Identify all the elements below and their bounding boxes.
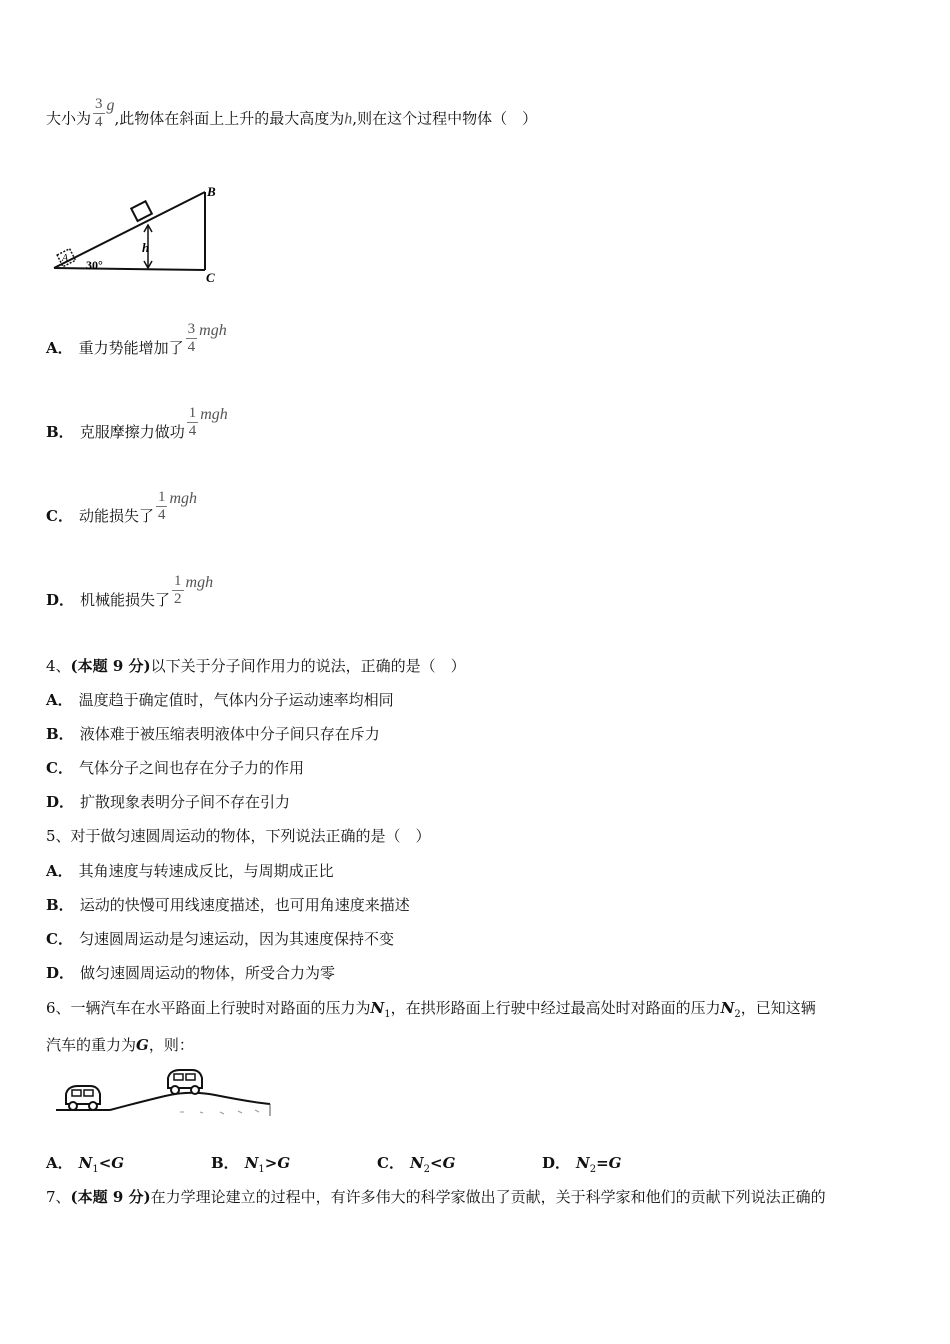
label-a: A: [62, 253, 69, 264]
option-label: B．: [46, 422, 74, 441]
option-fraction: [172, 573, 184, 608]
option-label: C．: [377, 1154, 404, 1172]
option-sub: 1: [92, 1164, 99, 1175]
option-text: 做匀速圆周运动的物体，所受合力为零: [80, 964, 336, 982]
incline-diagram: [40, 180, 230, 290]
q6-text-c: ，已知这辆: [740, 999, 816, 1017]
option-text: 重力势能增加了: [78, 338, 184, 357]
option-rel: <G: [98, 1154, 125, 1172]
option-text: 匀速圆周运动是匀速运动，因为其速度保持不变: [78, 930, 394, 948]
option-label: D．: [542, 1154, 571, 1172]
option-text: 温度趋于确定值时，气体内分子运动速率均相同: [78, 691, 394, 709]
q4-tag: (本题 9 分): [70, 657, 151, 675]
option-fraction: [187, 405, 199, 440]
option-n: N: [409, 1154, 424, 1172]
option-text: 克服摩擦力做功: [79, 422, 185, 441]
option-expr: mgh: [185, 573, 214, 591]
q4-option-d: [46, 791, 290, 812]
option-sub: 1: [258, 1164, 265, 1175]
option-label: C．: [46, 930, 73, 948]
car-flat-road: [66, 1086, 100, 1110]
frac-num: 1: [157, 489, 166, 505]
incline-slope: [54, 192, 205, 268]
q7-stem: [46, 1186, 906, 1207]
option-label: A．: [46, 691, 73, 709]
q5-stem: [46, 825, 431, 846]
frac-num: 3: [95, 96, 103, 112]
g-symbol: G: [136, 1036, 149, 1054]
q4-option-c: [46, 757, 304, 778]
frac-den: 4: [187, 339, 196, 355]
option-sub: 2: [589, 1164, 597, 1175]
option-n: N: [576, 1154, 590, 1172]
option-text: 运动的快慢可用线速度描述，也可用角速度来描述: [79, 896, 410, 914]
q6-option-a: [46, 1152, 124, 1175]
q5-option-c: [46, 928, 394, 949]
block-top: [131, 201, 152, 221]
option-text: 液体难于被压缩表明液体中分子间只存在斥力: [79, 725, 380, 743]
car-top-of-arch: [168, 1070, 202, 1094]
option-label: B．: [211, 1154, 239, 1172]
option-label: C．: [46, 506, 73, 525]
q6-text-e: ，则：: [148, 1036, 194, 1054]
option-rel: <G: [430, 1154, 456, 1172]
q4-stem: [46, 655, 466, 676]
option-label: D．: [46, 964, 75, 982]
option-text: 机械能损失了: [80, 590, 171, 609]
frac-den: 4: [157, 507, 166, 523]
intro-prefix: 大小为: [46, 109, 92, 128]
option-text: 气体分子之间也存在分子力的作用: [78, 759, 304, 777]
frac-den: 4: [188, 423, 197, 439]
arch-road: [110, 1093, 270, 1110]
label-c: C: [206, 270, 215, 285]
frac-den: 2: [174, 591, 182, 607]
n1-symbol: N: [370, 999, 385, 1017]
option-fraction: [156, 489, 168, 524]
label-b: B: [207, 184, 216, 199]
q5-option-b: [46, 894, 410, 915]
option-label: A．: [46, 338, 73, 357]
q5-option-d: [46, 962, 335, 983]
q6-stem-line1: [46, 997, 816, 1020]
intro-line: [46, 96, 538, 137]
option-rel: =G: [596, 1154, 622, 1172]
n2-symbol: N: [720, 999, 735, 1017]
option-expr: mgh: [199, 321, 227, 339]
option-n: N: [244, 1154, 259, 1172]
q6-option-b: [211, 1152, 290, 1175]
option-text: 动能损失了: [78, 506, 154, 525]
arched-road-diagram: [50, 1062, 275, 1122]
q3-option-c: [46, 489, 197, 524]
q6-text-d: 汽车的重力为: [46, 1036, 137, 1054]
option-label: A．: [46, 862, 73, 880]
option-label: D．: [46, 590, 75, 609]
q3-option-b: [46, 405, 228, 440]
q5-option-a: [46, 860, 334, 881]
option-expr: mgh: [169, 489, 198, 507]
frac-num: 3: [187, 321, 196, 337]
option-label: D．: [46, 793, 75, 811]
option-label: A．: [46, 1154, 73, 1172]
option-label: B．: [46, 725, 74, 743]
label-h: h: [142, 240, 150, 255]
option-text: 扩散现象表明分子间不存在引力: [80, 793, 291, 811]
q7-tag: (本题 9 分): [70, 1188, 151, 1206]
q7-number: 7、: [46, 1188, 71, 1206]
option-label: C．: [46, 759, 73, 777]
intro-suffix: ,则在这个过程中物体（ ）: [352, 109, 538, 128]
frac-num: 1: [188, 405, 197, 421]
frac-num: 1: [174, 573, 182, 589]
intro-middle: ,此物体在斜面上上升的最大高度为: [114, 109, 345, 128]
q4-number: 4、: [46, 657, 71, 675]
q6-stem-line2: [46, 1034, 194, 1055]
var-h: h: [344, 110, 353, 128]
n2-subscript: 2: [734, 1009, 741, 1020]
q6-text-b: ，在拱形路面上行驶中经过最高处时对路面的压力: [390, 999, 721, 1017]
option-expr: mgh: [200, 405, 228, 423]
option-label: B．: [46, 896, 74, 914]
q7-stem-text: 在力学理论建立的过程中，有许多伟大的科学家做出了贡献，关于科学家和他们的贡献下列说法正确的: [150, 1188, 826, 1206]
option-rel: >G: [264, 1154, 291, 1172]
fraction-3-4: [93, 96, 105, 131]
q5-stem-text: 5、对于做匀速圆周运动的物体，下列说法正确的是（ ）: [46, 827, 431, 845]
label-angle: 30°: [86, 258, 103, 272]
option-sub: 2: [423, 1164, 431, 1175]
var-g: g: [106, 96, 115, 114]
option-fraction: [186, 321, 198, 356]
q6-text-a: 6、一辆汽车在水平路面上行驶时对路面的压力为: [46, 999, 371, 1017]
frac-den: 4: [95, 114, 103, 130]
n1-subscript: 1: [384, 1009, 391, 1020]
q3-option-d: [46, 573, 213, 608]
ground-hatching: [180, 1110, 259, 1114]
option-n: N: [78, 1154, 93, 1172]
incline-base: [54, 268, 205, 270]
q3-option-a: [46, 321, 227, 356]
q6-option-d: [542, 1152, 622, 1175]
q4-option-a: [46, 689, 394, 710]
q4-stem-text: 以下关于分子间作用力的说法，正确的是（ ）: [150, 657, 466, 675]
q6-option-c: [377, 1152, 455, 1175]
option-text: 其角速度与转速成反比，与周期成正比: [78, 862, 334, 880]
q4-option-b: [46, 723, 380, 744]
